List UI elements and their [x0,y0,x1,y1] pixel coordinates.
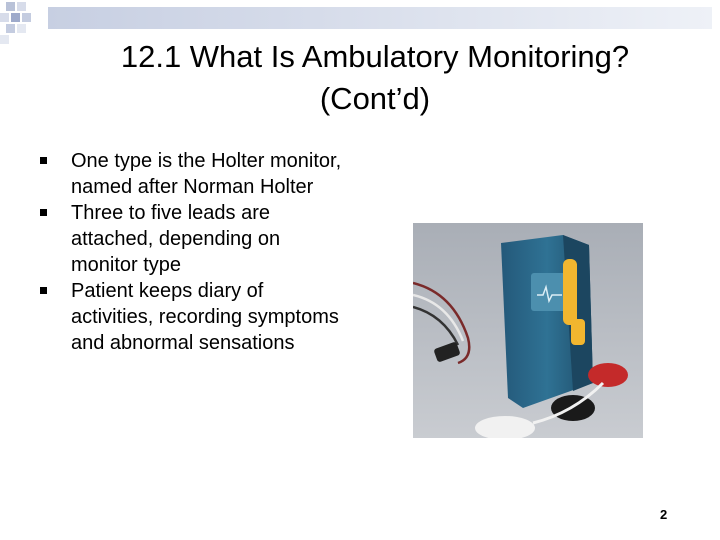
header-accent-bar [48,7,712,29]
bullet-text: Patient keeps diary of activities, recording symptoms and abnormal sensations [71,280,339,354]
bullet-item [40,148,350,200]
bullet-text: One type is the Holter monitor, named after Norman Holter [71,150,342,198]
holter-monitor-photo [413,223,643,438]
bullet-item [40,278,350,356]
square-bullet-icon [40,287,47,294]
square-bullet-icon [40,209,47,216]
page-number: 2 [660,507,668,522]
bullet-list [40,148,350,356]
bullet-item [40,200,350,278]
title-line-2: (Cont’d) [319,81,431,116]
square-bullet-icon [40,157,47,164]
bullet-text: Three to five leads are attached, depending on monitor type [71,202,281,276]
slide-title [40,36,710,120]
title-line-1: 12.1 What Is Ambulatory Monitoring? [120,39,630,74]
